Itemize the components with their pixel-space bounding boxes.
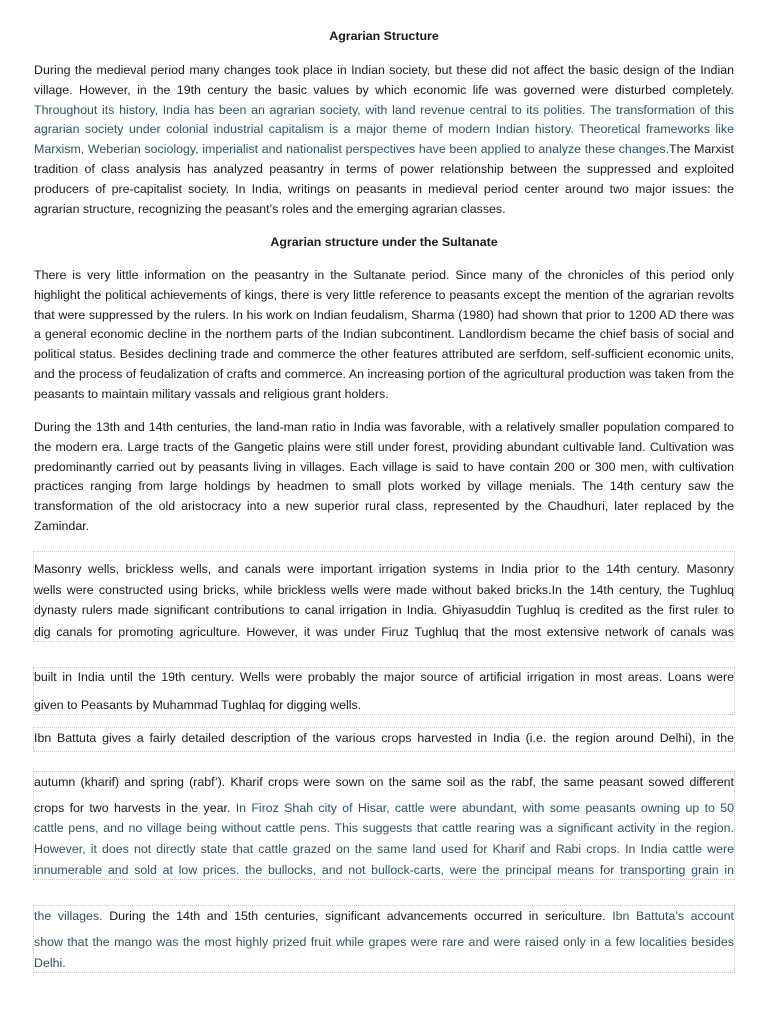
crops-line-highlighted: Delhi. (34, 956, 66, 970)
intro-text-highlighted: Throughout its history, India has been an agrarian society, with land revenue central to its polities. The transformation of this agrarian society under colonial industrial capitalism is a major theme of modern Indian history. Theoretical frameworks like Marxism, Weberian sociology, imperialist and nationalist perspectives have been applied to analyze these changes. (34, 102, 734, 157)
crops-line (34, 799, 734, 817)
intro-text-a: During the medieval period many changes took place in Indian society, but these did not affect the basic design of the Indian village. However, in the 19th century the basic values by which economic life was governed were disturbed completely. (34, 63, 734, 97)
irrigation-line: given to Peasants by Muhammad Tughlaq for digging wells. (34, 698, 362, 712)
crops-line-highlighted: In Firoz Shah city of Hisar, cattle were abundant, with some peasants owning up to 50 (235, 801, 734, 815)
crops-line-highlighted: the villages. (34, 909, 110, 923)
crops-line-highlighted: show that the mango was the most highly prized fruit while grapes were rare and were raised only in a few localities besides (34, 935, 734, 949)
paragraph-land-man-ratio: During the 13th and 14th centuries, the land-man ratio in India was favorable, with a relatively smaller population compared to the modern era. Large tracts of the Gangetic plains were still under forest, providing abundant cultivable land. Cultivation was predominantly carried out by peasants living in villages. Each village is said to have contain 200 or 300 men, with cultivation practices ranging from large holdings by headmen to small plots worked by village menials. The 14th century saw the transformation of the old aristocracy into a new superior rural class, represented by the Chaudhuri, later replaced by the Zamindar. (34, 420, 734, 533)
irrigation-line: Masonry wells, brickless wells, and canals were important irrigation systems in India prior to the 14th century. Masonry (34, 562, 734, 576)
crops-line: Ibn Battuta gives a fairly detailed description of the various crops harvested in India (i.e. the region around Delhi), in the (34, 731, 734, 745)
crops-line: autumn (kharif) and spring (rabf’). Kharif crops were sown on the same soil as the rabf, the same peasant sowed different (34, 775, 734, 789)
crops-line-part: crops for two harvests in the year. (34, 801, 236, 815)
crops-line-highlighted: innumerable and sold at low prices. the bullocks, and not bullock-carts, were the principal means for transporting grain in (34, 863, 734, 877)
irrigation-line: wells were constructed using bricks, while brickless wells were made without baked bricks.In the 14th century, the Tughluq (34, 583, 734, 597)
crops-line-highlighted: Ibn Battuta’s account (612, 909, 735, 923)
crops-line-highlighted: However, it does not directly state that cattle grazed on the same land used for Kharif and Rabi crops. In India cattle were (34, 842, 734, 856)
irrigation-line: dynasty rulers made significant contributions to canal irrigation in India. Ghiyasuddin Tughluq is credited as the first ruler to (34, 603, 734, 617)
document-title: Agrarian Structure (329, 29, 439, 43)
paragraph-intro (34, 61, 734, 219)
paragraph-sultanate: There is very little information on the peasantry in the Sultanate period. Since many of the chronicles of this period only highlight the political achievements of kings, there is very little reference to peasants except the mention of the agrarian revolts that were suppressed by the rulers. In his work on Indian feudalism, Sharma (1980) had shown that prior to 1200 AD there was a general economic decline in the northem parts of the Indian subcontinent. Landlordism became the chief basis of social and political status. Besides declining trade and commerce the other features attributed are serfdom, self-sufficient economic units, and the process of feudalization of crafts and commerce. An increasing portion of the agricultural production was taken from the peasants to maintain military vassals and religious grant holders. (34, 268, 734, 401)
section-heading: Agrarian structure under the Sultanate (270, 235, 498, 249)
irrigation-line: built in India until the 19th century. Wells were probably the major source of artificial irrigation in most areas. Loans were (34, 670, 734, 684)
intro-text-c: The Marxist tradition of class analysis has analyzed peasantry in terms of power relationship between the suppressed and exploited producers of pre-capitalist society. In India, writings on peasants in medieval period center around two major issues: the agrarian structure, recognizing the peasant’s roles and the emerging agrarian classes. (34, 142, 734, 216)
irrigation-line: dig canals for promoting agriculture. However, it was under Firuz Tughluq that the most extensive network of canals was (34, 625, 734, 639)
crops-line-part: During the 14th and 15th centuries, significant advancements occurred in sericulture. (109, 909, 613, 923)
crops-line (34, 907, 734, 925)
crops-line-highlighted: cattle pens, and no village being without cattle pens. This suggests that cattle rearing was a significant activity in the region. (34, 821, 734, 835)
